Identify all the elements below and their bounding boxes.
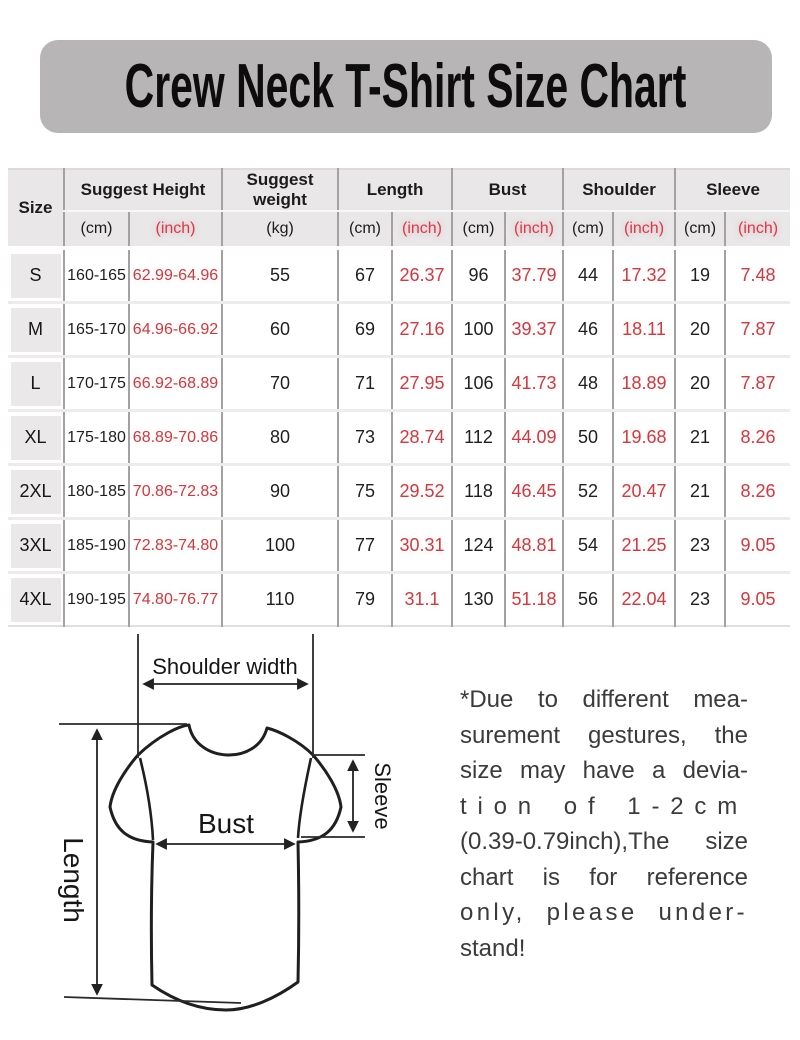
value-cell: 23 bbox=[675, 519, 725, 573]
value-cell: 106 bbox=[452, 357, 505, 411]
value-cell: 80 bbox=[222, 411, 338, 465]
col-group-shoulder: Shoulder bbox=[563, 169, 675, 211]
size-label: 2XL bbox=[11, 470, 61, 514]
note-line: surement gestures, the bbox=[460, 721, 748, 749]
value-cell: 62.99-64.96 bbox=[129, 248, 222, 303]
size-label: 4XL bbox=[11, 578, 61, 622]
value-cell: 20.47 bbox=[613, 465, 675, 519]
value-cell: 56 bbox=[563, 573, 613, 627]
value-cell: 22.04 bbox=[613, 573, 675, 627]
table-row bbox=[8, 573, 790, 627]
unit-header: (inch) bbox=[505, 211, 563, 248]
value-cell: 124 bbox=[452, 519, 505, 573]
value-cell: 180-185 bbox=[64, 465, 129, 519]
shoulder-width-label: Shoulder width bbox=[152, 654, 298, 679]
col-group-bust: Bust bbox=[452, 169, 563, 211]
table-row bbox=[8, 357, 790, 411]
bust-label: Bust bbox=[197, 808, 255, 839]
note-line: tion of 1-2cm bbox=[460, 792, 748, 820]
value-cell: 41.73 bbox=[505, 357, 563, 411]
tshirt-outline bbox=[110, 725, 341, 1010]
size-cell bbox=[8, 357, 64, 411]
size-label: XL bbox=[11, 416, 61, 460]
value-cell: 7.48 bbox=[725, 248, 790, 303]
table-row bbox=[8, 465, 790, 519]
unit-header: (cm) bbox=[675, 211, 725, 248]
value-cell: 19.68 bbox=[613, 411, 675, 465]
value-cell: 77 bbox=[338, 519, 392, 573]
value-cell: 130 bbox=[452, 573, 505, 627]
value-cell: 18.11 bbox=[613, 303, 675, 357]
value-cell: 72.83-74.80 bbox=[129, 519, 222, 573]
value-cell: 74.80-76.77 bbox=[129, 573, 222, 627]
size-cell bbox=[8, 465, 64, 519]
table-row bbox=[8, 519, 790, 573]
size-label: L bbox=[11, 362, 61, 406]
value-cell: 20 bbox=[675, 303, 725, 357]
note-line: stand! bbox=[460, 934, 526, 962]
value-cell: 9.05 bbox=[725, 573, 790, 627]
size-cell bbox=[8, 248, 64, 303]
value-cell: 46 bbox=[563, 303, 613, 357]
value-cell: 118 bbox=[452, 465, 505, 519]
unit-header: (inch) bbox=[725, 211, 790, 248]
value-cell: 44 bbox=[563, 248, 613, 303]
size-label: M bbox=[11, 308, 61, 352]
value-cell: 29.52 bbox=[392, 465, 452, 519]
value-cell: 70 bbox=[222, 357, 338, 411]
table-row bbox=[8, 303, 790, 357]
value-cell: 46.45 bbox=[505, 465, 563, 519]
value-cell: 50 bbox=[563, 411, 613, 465]
value-cell: 70.86-72.83 bbox=[129, 465, 222, 519]
value-cell: 19 bbox=[675, 248, 725, 303]
unit-header: (inch) bbox=[129, 211, 222, 248]
value-cell: 21 bbox=[675, 411, 725, 465]
table-body bbox=[8, 248, 790, 626]
value-cell: 30.31 bbox=[392, 519, 452, 573]
value-cell: 110 bbox=[222, 573, 338, 627]
size-label: S bbox=[11, 254, 61, 298]
value-cell: 48 bbox=[563, 357, 613, 411]
size-label: 3XL bbox=[11, 524, 61, 568]
value-cell: 100 bbox=[452, 303, 505, 357]
value-cell: 60 bbox=[222, 303, 338, 357]
value-cell: 8.26 bbox=[725, 411, 790, 465]
value-cell: 165-170 bbox=[64, 303, 129, 357]
value-cell: 170-175 bbox=[64, 357, 129, 411]
value-cell: 54 bbox=[563, 519, 613, 573]
page-title: Crew Neck T-Shirt Size Chart bbox=[125, 52, 687, 121]
value-cell: 27.95 bbox=[392, 357, 452, 411]
unit-header: (inch) bbox=[392, 211, 452, 248]
value-cell: 48.81 bbox=[505, 519, 563, 573]
value-cell: 51.18 bbox=[505, 573, 563, 627]
size-cell bbox=[8, 519, 64, 573]
value-cell: 9.05 bbox=[725, 519, 790, 573]
note-line: only, please under- bbox=[460, 899, 748, 926]
length-label: Length bbox=[58, 837, 89, 923]
note-line: *Due to different mea- bbox=[460, 686, 748, 713]
value-cell: 17.32 bbox=[613, 248, 675, 303]
value-cell: 175-180 bbox=[64, 411, 129, 465]
size-cell bbox=[8, 573, 64, 627]
value-cell: 73 bbox=[338, 411, 392, 465]
unit-header: (cm) bbox=[563, 211, 613, 248]
table-header bbox=[8, 169, 790, 248]
unit-header: (cm) bbox=[338, 211, 392, 248]
table-row bbox=[8, 248, 790, 303]
col-group-length: Length bbox=[338, 169, 452, 211]
value-cell: 190-195 bbox=[64, 573, 129, 627]
value-cell: 71 bbox=[338, 357, 392, 411]
value-cell: 52 bbox=[563, 465, 613, 519]
note-line: chart is for reference bbox=[460, 863, 748, 891]
value-cell: 21.25 bbox=[613, 519, 675, 573]
value-cell: 185-190 bbox=[64, 519, 129, 573]
value-cell: 100 bbox=[222, 519, 338, 573]
value-cell: 18.89 bbox=[613, 357, 675, 411]
unit-header: (cm) bbox=[64, 211, 129, 248]
note-line: size may have a devia- bbox=[460, 757, 748, 784]
value-cell: 31.1 bbox=[392, 573, 452, 627]
value-cell: 55 bbox=[222, 248, 338, 303]
size-cell bbox=[8, 411, 64, 465]
col-group-size: Size bbox=[8, 169, 64, 248]
value-cell: 69 bbox=[338, 303, 392, 357]
table-row bbox=[8, 411, 790, 465]
value-cell: 90 bbox=[222, 465, 338, 519]
value-cell: 20 bbox=[675, 357, 725, 411]
tshirt-measurement-diagram bbox=[28, 630, 428, 1040]
value-cell: 64.96-66.92 bbox=[129, 303, 222, 357]
unit-header: (kg) bbox=[222, 211, 338, 248]
value-cell: 26.37 bbox=[392, 248, 452, 303]
value-cell: 44.09 bbox=[505, 411, 563, 465]
value-cell: 37.79 bbox=[505, 248, 563, 303]
title-banner bbox=[40, 40, 772, 133]
col-group-suggest-height: Suggest Height bbox=[64, 169, 222, 211]
value-cell: 75 bbox=[338, 465, 392, 519]
value-cell: 27.16 bbox=[392, 303, 452, 357]
value-cell: 7.87 bbox=[725, 357, 790, 411]
value-cell: 23 bbox=[675, 573, 725, 627]
value-cell: 7.87 bbox=[725, 303, 790, 357]
value-cell: 21 bbox=[675, 465, 725, 519]
value-cell: 28.74 bbox=[392, 411, 452, 465]
col-group-sleeve: Sleeve bbox=[675, 169, 790, 211]
value-cell: 68.89-70.86 bbox=[129, 411, 222, 465]
unit-header: (cm) bbox=[452, 211, 505, 248]
value-cell: 67 bbox=[338, 248, 392, 303]
note-line: (0.39-0.79inch),The size bbox=[460, 828, 748, 855]
col-group-suggest-weight: Suggest weight bbox=[222, 169, 338, 211]
size-cell bbox=[8, 303, 64, 357]
value-cell: 66.92-68.89 bbox=[129, 357, 222, 411]
note bbox=[460, 682, 748, 966]
sleeve-label: Sleeve bbox=[370, 762, 395, 830]
value-cell: 79 bbox=[338, 573, 392, 627]
unit-header: (inch) bbox=[613, 211, 675, 248]
value-cell: 39.37 bbox=[505, 303, 563, 357]
size-table bbox=[8, 168, 790, 627]
value-cell: 8.26 bbox=[725, 465, 790, 519]
value-cell: 160-165 bbox=[64, 248, 129, 303]
value-cell: 96 bbox=[452, 248, 505, 303]
value-cell: 112 bbox=[452, 411, 505, 465]
